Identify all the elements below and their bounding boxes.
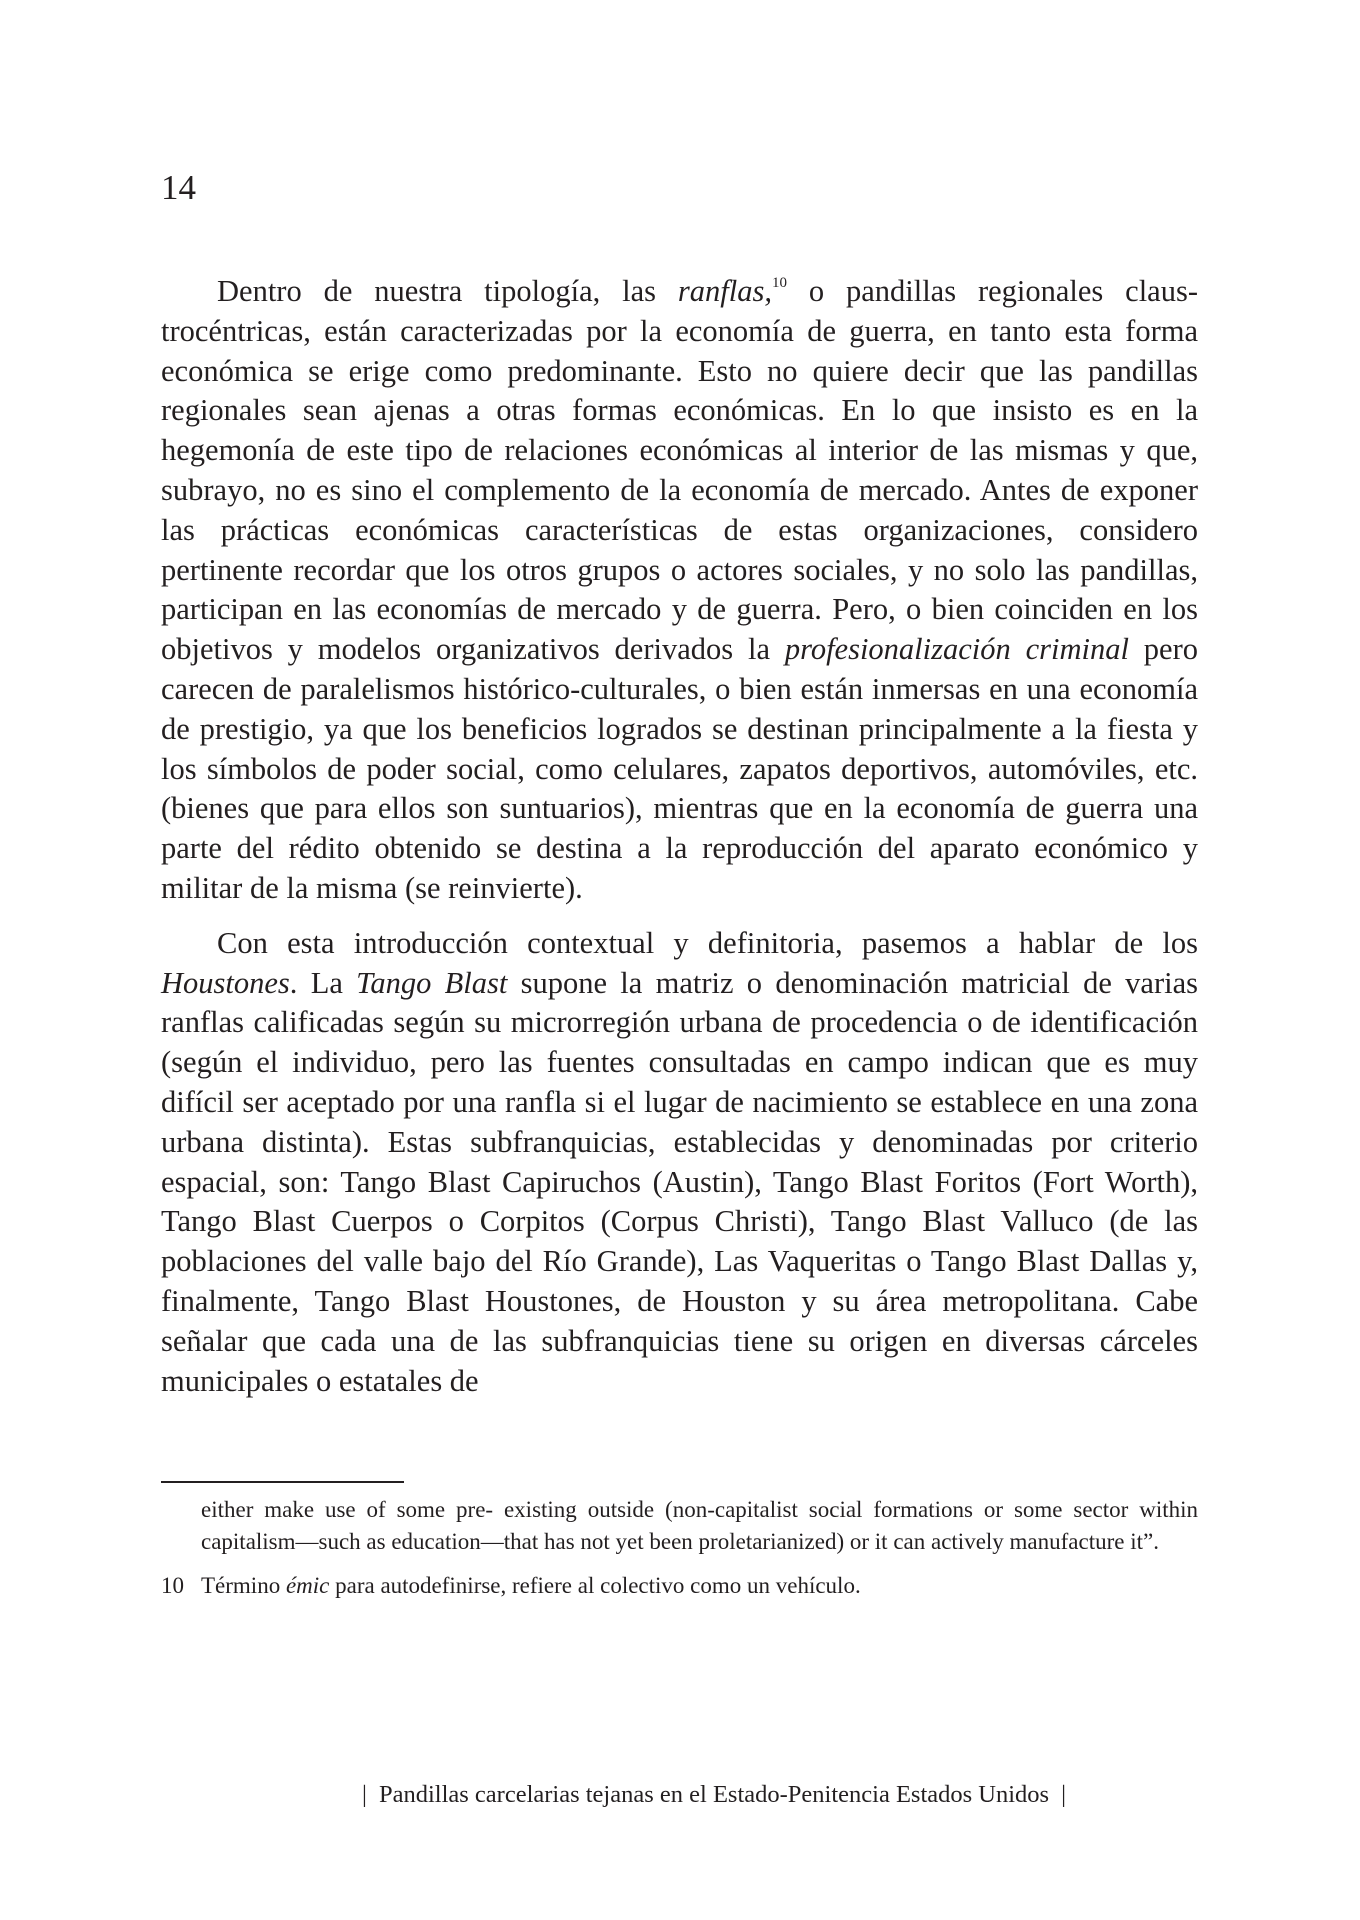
- italic-text: profesionalización criminal: [784, 632, 1129, 667]
- text-run: o pandillas regionales claustrocéntricas, están caracterizadas por la economía de guerra, en tanto esta forma económica se erige como predominante. Esto no quiere decir que las pandillas regionales sean ajenas a otras formas económicas. En lo que insisto es en la hegemonía de este tipo de relaciones económicas al interior de las mismas y que, subrayo, no es sino el complemento de la economía de mercado. Antes de exponer las prácticas económicas características de estas organizaciones, considero pertinente recordar que los otros grupos o actores sociales, y no solo las pandillas, participan en las economías de mercado y de guerra. Pero, o bien coinciden en los objetivos y modelos organizativos derivados la: [161, 274, 1199, 667]
- page-number: 14: [161, 168, 196, 207]
- footer-separator-left: |: [362, 1781, 367, 1808]
- text-run: pero carecen de paralelismos histórico-culturales, o bien están inmersas en una economía de prestigio, ya que los beneficios logrados se destinan principalmente a la fiesta y los símbolos de poder social, como celulares, zapatos deportivos, automóviles, etc. (bienes que para ellos son suntuarios), mientras que en la economía de guerra una parte del rédito obtenido se destina a la reproducción del aparato económico y militar de la misma (se reinvierte).: [161, 632, 1199, 905]
- footnote-continuation: either make use of some pre- existing outside (non-capitalist social formations or some sector within capitalism—such as education—that has not yet been proletarianized) or it can actively manufacture it”.: [201, 1497, 1198, 1554]
- footnote-number: 10: [161, 1573, 184, 1598]
- italic-text: émic: [285, 1573, 330, 1598]
- body-text: [161, 272, 1198, 1401]
- text-run: . La: [289, 965, 357, 1000]
- footer-title: Pandillas carcelarias tejanas en el Estado-Penitencia Estados Unidos: [378, 1781, 1050, 1808]
- footnote-text: [201, 1570, 861, 1602]
- footer-separator-right: |: [1061, 1781, 1066, 1808]
- body-paragraph: [161, 924, 1198, 1402]
- footnote-item: [161, 1570, 1198, 1602]
- italic-text: Tango Blast: [356, 965, 508, 1000]
- text-run: para autodefinirse, refiere al colectivo como un vehículo.: [329, 1573, 861, 1598]
- text-run: Con esta introducción contextual y definitoria, pasemos a hablar de los: [217, 925, 1198, 960]
- running-footer: [350, 1780, 1078, 1810]
- footnote-reference: 10: [771, 275, 787, 291]
- italic-text: ranflas,: [677, 274, 772, 308]
- footnotes: [161, 1494, 1198, 1602]
- footnote-separator-rule: [161, 1481, 404, 1483]
- italic-text: Houstones: [161, 965, 290, 1000]
- text-run: Dentro de nuestra tipología, las: [217, 274, 678, 308]
- text-run: Término: [201, 1573, 286, 1598]
- body-paragraph: [161, 272, 1198, 909]
- text-run: supone la matriz o denominación matricial de varias ranflas calificadas según su microrregión urbana de procedencia o de identificación (según el individuo, pero las fuentes consultadas en campo indican que es muy difícil ser aceptado por una ranfla si el lugar de nacimiento se establece en una zona urbana distinta). Estas subfranquicias, establecidas y denominadas por criterio espacial, son: Tango Blast Capiruchos (Austin), Tango Blast Foritos (Fort Worth), Tango Blast Cuerpos o Corpitos (Corpus Christi), Tango Blast Valluco (de las poblaciones del valle bajo del Río Grande), Las Vaqueritas o Tango Blast Dallas y, finalmente, Tango Blast Houstones, de Houston y su área metropolitana. Cabe señalar que cada una de las subfranquicias tiene su origen en diversas cárceles municipales o estatales de: [161, 965, 1198, 1398]
